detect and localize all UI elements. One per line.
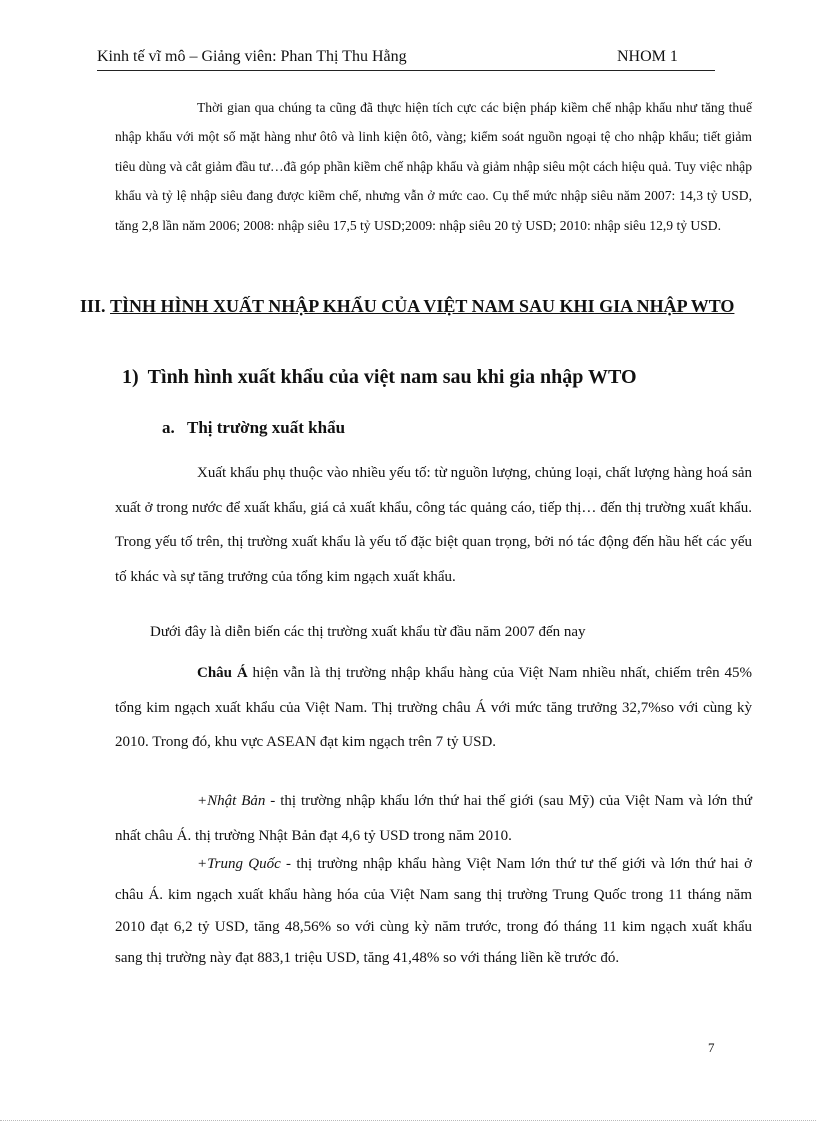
section-number: III. <box>80 296 106 316</box>
section-title: TÌNH HÌNH XUẤT NHẬP KHẨU CỦA VIỆT NAM SAU KHI GIA NHẬP WTO <box>110 296 735 316</box>
page-number: 7 <box>708 1040 715 1055</box>
intro-paragraph: Thời gian qua chúng ta cũng đã thực hiện tích cực các biện pháp kiềm chế nhập khẩu như tăng thuế nhập khẩu với một số mặt hàng như ôtô và linh kiện ôtô, vàng; kiểm soát nguồn ngoại tệ cho nhập khẩu; tiết giảm tiêu dùng và cắt giảm đầu tư…đã góp phần kiềm chế nhập khẩu và giảm nhập siêu một cách hiệu quả. Tuy việc nhập khẩu và tỷ lệ nhập siêu đang được kiềm chế, nhưng vẫn ở mức cao. Cụ thể mức nhập siêu năm 2007: 14,3 tỷ USD, tăng 2,8 lần năm 2006; 2008: nhập siêu 17,5 tỷ USD;2009: nhập siêu 20 tỷ USD; 2010: nhập siêu 12,9 tỷ USD. <box>115 100 752 233</box>
page-bottom-border <box>0 1120 816 1121</box>
page-header <box>97 48 715 71</box>
china-paragraph <box>115 849 752 975</box>
markets-intro-line: Dưới đây là diễn biến các thị trường xuất khẩu từ đầu năm 2007 đến nay <box>150 624 586 640</box>
subsubsection-letter: a. <box>162 418 175 437</box>
subsubsection-heading <box>162 418 345 438</box>
japan-text: - thị trường nhập khẩu lớn thứ hai thế giới (sau Mỹ) của Việt Nam và lớn thứ nhất châu Á. thị trường Nhật Bản đạt 4,6 tỷ USD trong năm 2010. <box>115 793 752 844</box>
header-course-title: Kinh tế vĩ mô – Giảng viên: Phan Thị Thu Hằng <box>97 48 407 65</box>
export-factors-paragraph: Xuất khẩu phụ thuộc vào nhiều yếu tố: từ nguồn lượng, chủng loại, chất lượng hàng hoá sản xuất ở trong nước để xuất khẩu, giá cả xuất khẩu, công tác quảng cáo, tiếp thị… đến thị trường xuất khẩu. Trong yếu tố trên, thị trường xuất khẩu là yếu tố đặc biệt quan trọng, bởi nó tác động đến hầu hết các yếu tố khác và sự tăng trưởng của tổng kim ngạch xuất khẩu. <box>115 465 752 585</box>
japan-paragraph <box>115 784 752 853</box>
header-group-name: NHOM 1 <box>617 48 678 65</box>
subsection-title: Tình hình xuất khẩu của việt nam sau khi gia nhập WTO <box>147 366 637 388</box>
subsubsection-title: Thị trường xuất khẩu <box>187 418 346 437</box>
subsection-number: 1) <box>122 366 139 388</box>
china-text: - thị trường nhập khẩu hàng Việt Nam lớn thứ tư thế giới và lớn thứ hai ở châu Á. kim ngạch xuất khẩu hàng hóa của Việt Nam sang thị trường Trung Quốc trong 11 tháng năm 2010 đạt 6,2 tỷ USD, tăng 48,56% so với cùng kỳ năm trước, trong đó tháng 11 kim ngạch xuất khẩu sang thị trường này đạt 883,1 triệu USD, tăng 41,48% so với tháng liền kề trước đó. <box>115 856 753 967</box>
asia-text: hiện vẫn là thị trường nhập khẩu hàng của Việt Nam nhiều nhất, chiếm trên 45% tổng kim ngạch xuất khẩu của Việt Nam. Thị trường châu Á với mức tăng trưởng 32,7%so với cùng kỳ 2010. Trong đó, khu vực ASEAN đạt kim ngạch trên 7 tỷ USD. <box>115 665 752 750</box>
subsection-heading <box>122 366 637 389</box>
asia-lead: Châu Á <box>197 665 248 681</box>
china-lead: +Trung Quốc <box>197 856 281 872</box>
japan-lead: +Nhật Bản <box>197 793 266 809</box>
asia-paragraph <box>115 656 752 760</box>
